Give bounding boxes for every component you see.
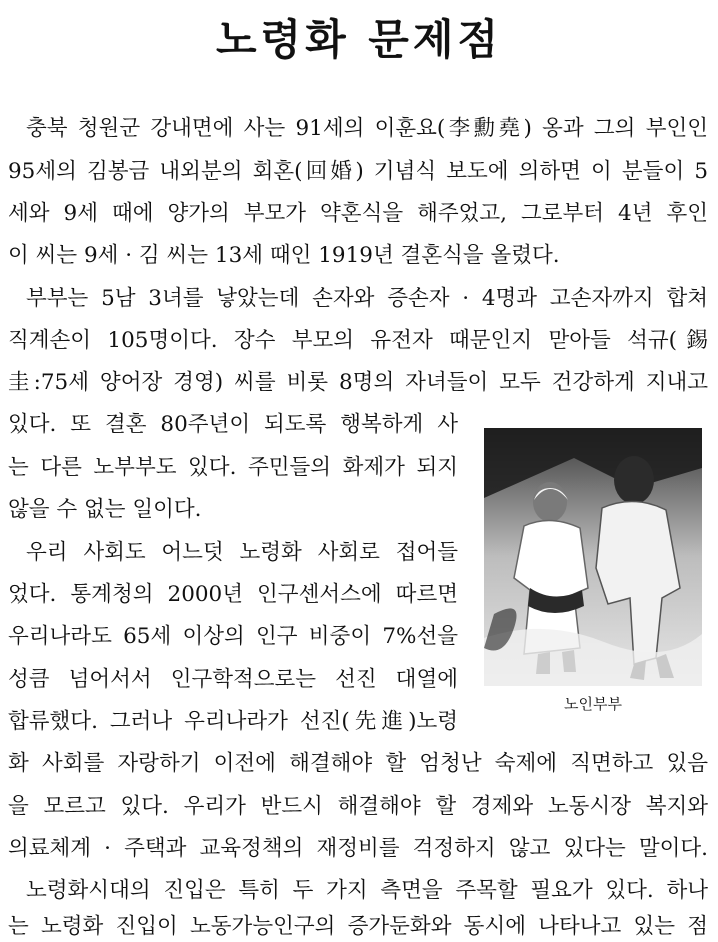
text-line-12: 었다. 통계청의 2000년 인구센서스에 따르면 [8, 582, 458, 607]
text-line-1: 충북 청원군 강내면에 사는 91세의 이훈요(李勳堯) 옹과 그의 부인인 [26, 116, 708, 141]
text-line-9: 는 다른 노부부도 있다. 주민들의 화제가 되지 [8, 455, 458, 480]
text-line-13: 우리나라도 65세 이상의 인구 비중이 7%선을 [8, 624, 458, 649]
text-line-18: 의료체계 · 주택과 교육정책의 재정비를 걱정하지 않고 있다는 말이다. [8, 836, 708, 861]
page-title: 노령화 문제점 [215, 15, 503, 64]
text-line-15: 합류했다. 그러나 우리나라가 선진(先進)노령 [8, 709, 458, 734]
figure-caption: 노인부부 [564, 695, 622, 713]
text-line-10: 않을 수 없는 일이다. [8, 497, 202, 522]
text-line-17: 을 모르고 있다. 우리가 반드시 해결해야 할 경제와 노동시장 복지와 [8, 794, 708, 819]
text-line-2: 95세의 김봉금 내외분의 회혼(回婚) 기념식 보도에 의하면 이 분들이 5 [8, 159, 708, 184]
text-line-11: 우리 사회도 어느덧 노령화 사회로 접어들 [26, 540, 458, 565]
text-line-20: 는 노령화 진입이 노동가능인구의 증가둔화와 동시에 나타나고 있는 점 [8, 914, 708, 939]
text-line-6: 직계손이 105명이다. 장수 부모의 유전자 때문인지 맏아들 석규(錫 [8, 328, 708, 353]
text-line-14: 성큼 넘어서서 인구학적으로는 선진 대열에 [8, 667, 458, 692]
text-line-19: 노령화시대의 진입은 특히 두 가지 측면을 주목할 필요가 있다. 하나 [26, 878, 708, 903]
text-line-16: 화 사회를 자랑하기 이전에 해결해야 할 엄청난 숙제에 직면하고 있음 [8, 751, 708, 776]
text-line-3: 세와 9세 때에 양가의 부모가 약혼식을 해주었고, 그로부터 4년 후인 [8, 201, 708, 226]
text-line-4: 이 씨는 9세 · 김 씨는 13세 때인 1919년 결혼식을 올렸다. [8, 243, 560, 268]
text-line-5: 부부는 5남 3녀를 낳았는데 손자와 증손자 · 4명과 고손자까지 합쳐 [26, 286, 708, 311]
text-line-7: 圭:75세 양어장 경영) 씨를 비롯 8명의 자녀들이 모두 건강하게 지내고 [8, 370, 708, 395]
text-line-8: 있다. 또 결혼 80주년이 되도록 행복하게 사 [8, 412, 458, 437]
elderly-couple-illustration [484, 428, 702, 686]
